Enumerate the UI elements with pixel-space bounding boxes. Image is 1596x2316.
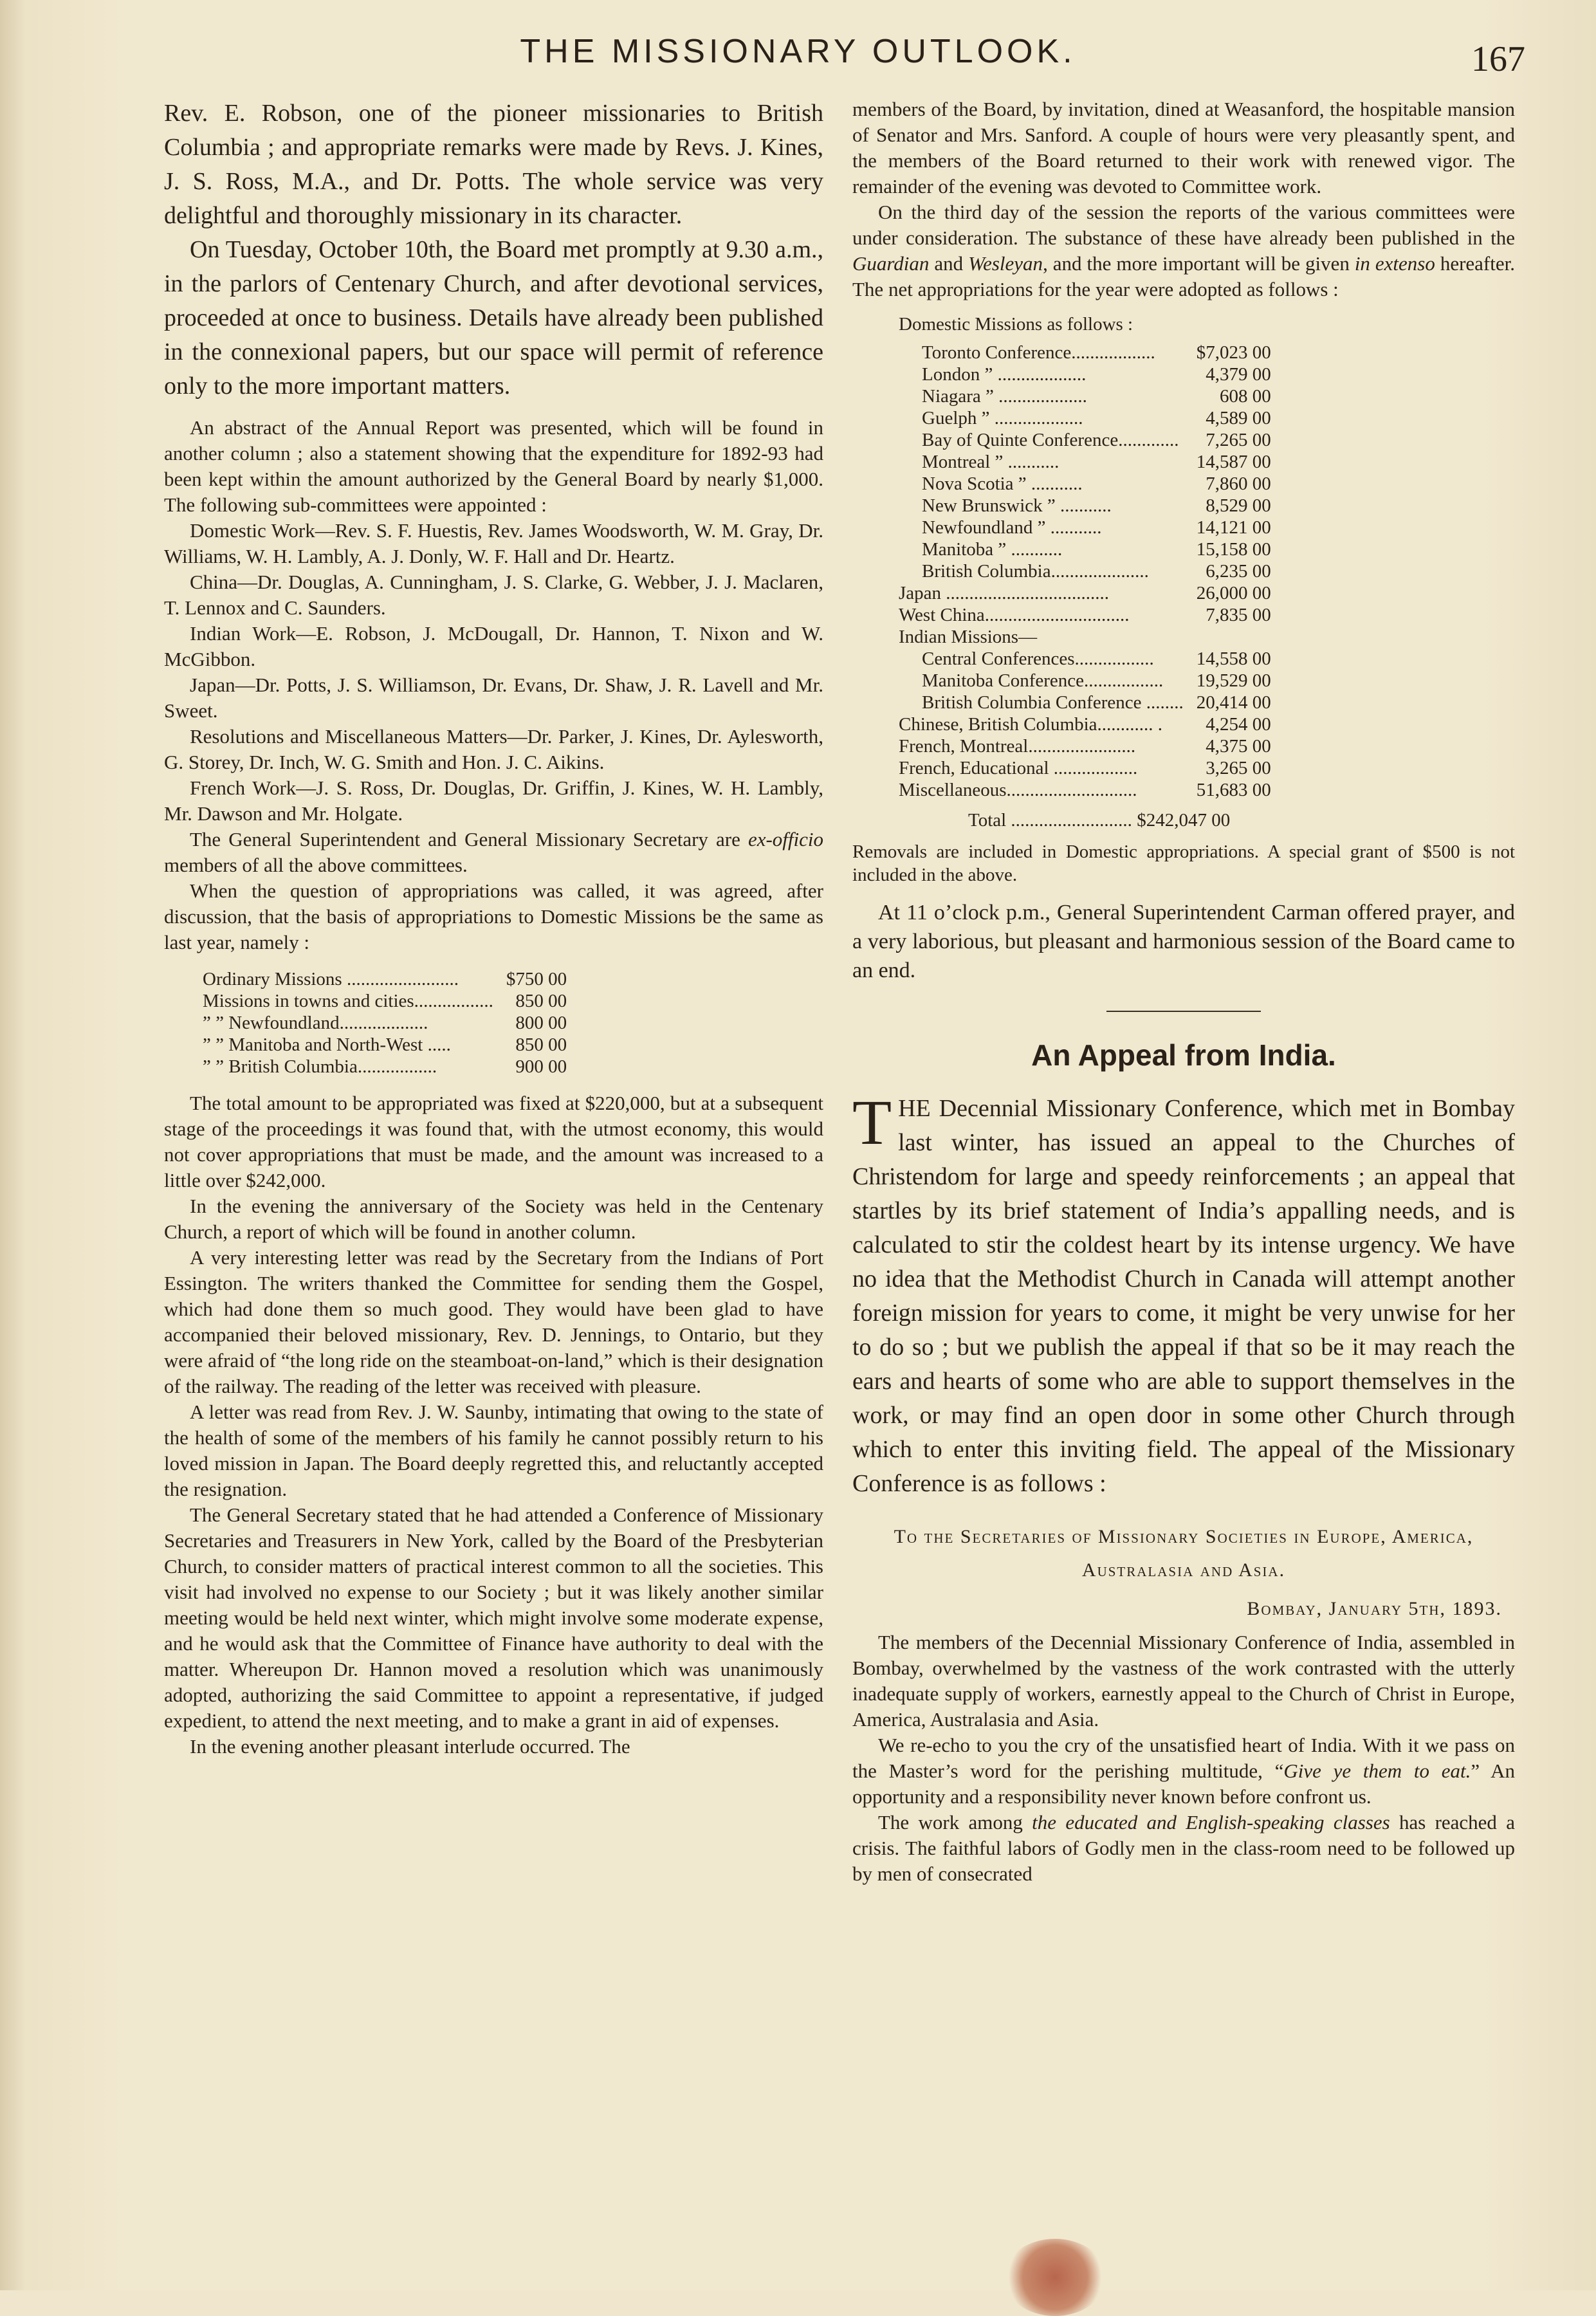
table-row: West China............................... 7,835 00 [899,605,1271,625]
paragraph: members of the Board, by invitation, dined at Weasanford, the hospitable mansion of Senator and Mrs. Sanford. A couple of hours were very pleasantly spent, and the members of the Board returned to their work with renewed vigor. The remainder of the evening was devoted to Committee work. [852,98,1515,198]
paragraph: On Tuesday, October 10th, the Board met promptly at 9.30 a.m., in the parlors of Centenary Church, and after devotional services, proceeded at once to business. Details have already been published in the connexional papers, but our space will permit of reference only to the more important matters. [164,236,823,400]
paragraph: A very interesting letter was read by the Secretary from the Indians of Port Essington. The writers thanked the Committee for sending them the Gospel, which had done them so much good. They would have been glad to have accompanied their beloved missionary, Rev. D. Jennings, to Ontario, but they were afraid of “the long ride on the steamboat-on-land,” which is their designation of the railway. The reading of the letter was received with pleasure. [164,1246,823,1397]
address-line: To the Secretaries of Missionary Societies in Europe, America, Australasia and Asia. [894,1526,1474,1581]
total-row: Total .......................... $242,047 00 [968,810,1231,831]
table-row: London ” ................... 4,379 00 [922,364,1271,385]
journal-title: THE MISSIONARY OUTLOOK. [520,33,1076,70]
table-row: Chinese, British Columbia............ . 4,254 00 [899,714,1271,735]
table-row: Manitoba ” ........... 15,158 00 [922,539,1271,560]
table-note: Removals are included in Domestic appropriations. A special grant of $500 is not included in the above. [852,841,1515,885]
table-row: Newfoundland ” ........... 14,121 00 [922,517,1271,538]
table-row: ” ” Newfoundland................... 800 00 [203,1013,567,1033]
appropriations-basis-table [203,968,567,1078]
paragraph: In the evening another pleasant interlude occurred. The [190,1735,630,1758]
page-number: 167 [1471,39,1525,79]
paragraph: THE Decennial Missionary Conference, which met in Bombay last winter, has issued an appeal to the Churches of Christendom for large and speedy reinforcements ; an appeal that startles by its brief statement of India’s appalling needs, and is calculated to stir the coldest heart by its intense urgency. We have no idea that the Methodist Church in Canada will attempt another foreign mission for years to come, it might be very unwise for her to do so ; but we publish the appeal if that so be it may reach the ears and hearts of some who are able to support themselves in the work, or may find an open door in some other Church through which to enter this inviting field. The appeal of the Missionary Conference is as follows : [852,1087,1515,1497]
paragraph: An abstract of the Annual Report was presented, which will be found in another column ; also a statement showing that the expenditure for 1892-93 had been kept within the amount authorized by the General Board by nearly $1,000. The following sub-committees were appointed : [164,416,823,516]
table-heading: Domestic Missions as follows : [899,314,1133,335]
table-row: Missions in towns and cities................. 850 00 [203,991,567,1011]
committee-list-item: China—Dr. Douglas, A. Cunningham, J. S. Clarke, G. Webber, J. J. Maclaren, T. Lennox and C. Saunders. [164,571,823,619]
page-header [0,32,1596,77]
paragraph: We re-echo to you the cry of the unsatisfied heart of India. With it we pass on the Master’s word for the perishing multitude, “Give ye them to eat.” An opportunity and a responsibility never known before confront us. [852,1734,1515,1808]
paragraph: The General Secretary stated that he had attended a Conference of Missionary Secretaries and Treasurers in New York, called by the Board of the Presbyterian Church, to consider matters of practical interest common to all the societies. This visit had involved no expense to our Society ; but it was likely another similar meeting would be held next winter, which might involve some moderate expense, and he would ask that the Committee of Finance have authority to deal with the matter. Whereupon Dr. Hannon moved a resolution which was unanimously adopted, authorizing the said Committee to appoint a representative, if judged expedient, to attend the next meeting, and to make a grant in aid of expenses. [164,1503,823,1732]
table-row: Montreal ” ........... 14,587 00 [922,452,1271,472]
table-row: French, Educational .................. 3,265 00 [899,758,1271,778]
table-row: Miscellaneous............................ 51,683 00 [899,780,1271,800]
committee-list-item: French Work—J. S. Ross, Dr. Douglas, Dr. Griffin, J. Kines, W. H. Lambly, Mr. Dawson and Mr. Holgate. [164,777,823,825]
paragraph: When the question of appropriations was called, it was agreed, after discussion, that the basis of appropriations to Domestic Missions be the same as last year, namely : [164,879,823,953]
table-row: Japan ................................... 26,000 00 [899,583,1271,603]
left-column [164,96,823,1760]
paragraph: At 11 o’clock p.m., General Superintendent Carman offered prayer, and a very laborious, but pleasant and harmonious session of the Board came to an end. [852,901,1515,982]
committee-list-item: Domestic Work—Rev. S. F. Huestis, Rev. James Woodsworth, W. M. Gray, Dr. Williams, W. H. Lambly, A. J. Donly, W. F. Hall and Dr. Heartz. [164,519,823,567]
table-row: British Columbia Conference ........ 20,414 00 [922,692,1271,713]
table-row: ” ” British Columbia................. 900 00 [203,1056,567,1077]
table-row: French, Montreal....................... 4,375 00 [899,736,1271,757]
paragraph: Rev. E. Robson, one of the pioneer missionaries to British Columbia ; and appropriate remarks were made by Revs. J. Kines, J. S. Ross, M.A., and Dr. Potts. The whole service was very delightful and thoroughly missionary in its character. [164,100,823,229]
table-row: Niagara ” ................... 608 00 [922,386,1271,407]
table-row: Guelph ” ................... 4,589 00 [922,408,1271,428]
table-row: Toronto Conference.................. $7,023 00 [922,342,1271,363]
net-appropriations-table [899,342,1271,801]
paragraph: A letter was read from Rev. J. W. Saunby, intimating that owing to the state of the health of some of the members of his family he cannot possibly return to his loved mission in Japan. The Board deeply regretted this, and reluctantly accepted the resignation. [164,1401,823,1500]
table-row: Indian Missions— [899,627,1038,647]
table-row: New Brunswick ” ........... 8,529 00 [922,495,1271,516]
total-amount: $242,047 00 [1137,810,1231,831]
paragraph: The General Superintendent and General Missionary Secretary are ex-officio members of all the above committees. [164,828,823,876]
table-row: ” ” Manitoba and North-West ..... 850 00 [203,1034,567,1055]
committee-list-item: Japan—Dr. Potts, J. S. Williamson, Dr. Evans, Dr. Shaw, J. R. Lavell and Mr. Sweet. [164,674,823,722]
table-row: Ordinary Missions ........................ $750 00 [203,969,567,989]
paragraph: The work among the educated and English-speaking classes has reached a crisis. The faithful labors of Godly men in the class-room need to be followed up by men of consecrated [852,1811,1515,1885]
table-row: Central Conferences................. 14,558 00 [922,648,1271,669]
drop-cap: T [852,1087,892,1158]
article-title: An Appeal from India. [1031,1038,1336,1072]
dateline: Bombay, January 5th, 1893. [1247,1598,1502,1619]
paragraph: The members of the Decennial Missionary Conference of India, assembled in Bombay, overwhelmed by the vastness of the work contrasted with the utterly inadequate supply of workers, earnestly appeal to the Church of Christ in Europe, America, Australasia and Asia. [852,1631,1515,1731]
paragraph: In the evening the anniversary of the Society was held in the Centenary Church, a report of which will be found in another column. [164,1195,823,1243]
committee-list-item: Indian Work—E. Robson, J. McDougall, Dr. Hannon, T. Nixon and W. McGibbon. [164,622,823,670]
paragraph: The total amount to be appropriated was fixed at $220,000, but at a subsequent stage of the proceedings it was found that, with the utmost economy, this would not cover appropriations that must be made, and the amount was increased to a little over $242,000. [164,1092,823,1191]
table-row: Manitoba Conference................. 19,529 00 [922,670,1271,691]
committee-list-item: Resolutions and Miscellaneous Matters—Dr. Parker, J. Kines, Dr. Aylesworth, G. Storey, Dr. Inch, W. G. Smith and Hon. J. C. Aikins. [164,725,823,773]
table-row: Bay of Quinte Conference............. 7,265 00 [922,430,1271,450]
paragraph: On the third day of the session the reports of the various committees were under consideration. The substance of these have already been published in the Guardian and Wesleyan, and the more important will be given in extenso hereafter. The net appropriations for the year were adopted as follows : [852,201,1515,300]
section-divider [1106,1011,1261,1012]
right-column [852,96,1515,1887]
paper-stain [1004,2239,1106,2316]
table-row: Nova Scotia ” ........... 7,860 00 [922,473,1271,494]
table-row: British Columbia..................... 6,235 00 [922,561,1271,582]
